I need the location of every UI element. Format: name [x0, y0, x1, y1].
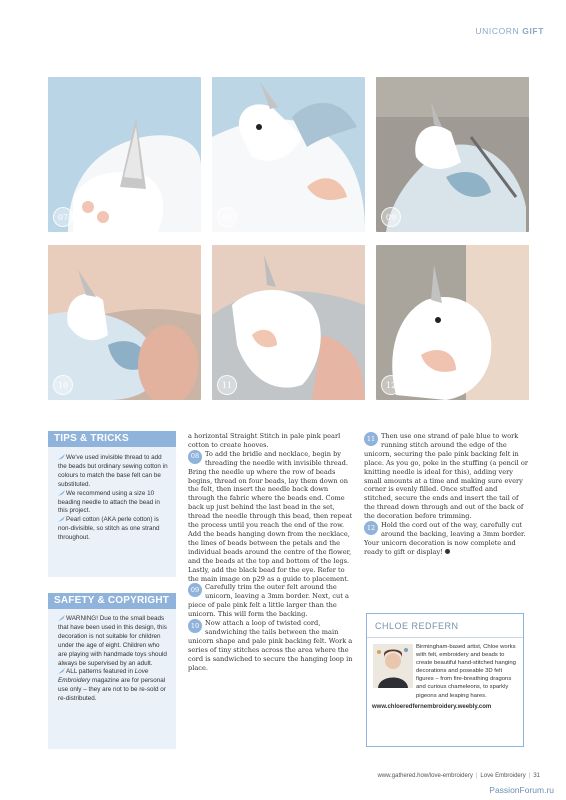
needle-icon [58, 454, 65, 460]
footer-url[interactable]: www.gathered.how/love-embroidery [377, 773, 473, 779]
watermark: PassionForum.ru [489, 785, 554, 795]
step-11: 11 Then use one strand of pale blue to work running stitch around the edge of the unicorn, securing the pale pink backing felt in place. As you go, poke in the stuffing (a pencil or knitting needle is ideal for this), adding very small amounts at a time and making sure every corner is evenly filled. Once stuffed and stitched, secure the ends and insert the tail of the thread down through and out of the back of the decoration before trimming. [364, 432, 528, 521]
tip-item: Pearl cotton (AKA perle cotton) is non-divisible, so stitch as one strand throughout. [58, 516, 160, 542]
instructions-column-2 [188, 432, 356, 672]
step-text: a horizontal Straight Stitch in pale pink pearl cotton to create hooves. [188, 432, 341, 449]
step-08: 08 To add the bridle and necklace, begin by threading the needle with invisible thread. Bring the needle up where the row of beads begins, thread on four beads, lay them down on the felt, then insert the needle back down through the fabric where the beads end. Come back up just behind the last bead in the set, thread the needle through this bead, then repeat the process until you reach the end of the row. Add the beads hanging down from the necklace, the lines of beads between the petals and the individual beads around the centre of the flower, and the beads at the top and bottom of the legs. Lastly, add the black bead for the eye. Refer to the main image on p29 as a guide to placement. [188, 449, 353, 583]
needle-icon [58, 668, 65, 674]
safety-item: WARNING! Due to the small beads that have been used in this design, this decoration is not suitable for children under the age of eight. Children who are playing with handmade toys should always be supervised by an adult. [58, 615, 167, 667]
page-number: 31 [533, 773, 540, 779]
author-name: CHLOE REDFERN [367, 614, 523, 638]
step-badge: 10 [53, 375, 73, 395]
step-12: 12 Hold the cord out of the way, carefully cut around the backing, leaving a 3mm border. Your unicorn decoration is now complete and ready to gift or display! [364, 521, 526, 556]
tip-item: We've used invisible thread to add the beads but ordinary sewing cotton in colours to match the base felt can be substituted. [58, 454, 168, 488]
section-tag: UNICORN GIFT [475, 26, 544, 36]
footer-magazine: Love Embroidery [480, 773, 526, 779]
needle-icon [58, 516, 65, 522]
step-10: 10 Now attach a loop of twisted cord, sandwiching the tails between the main unicorn shape and pale pink backing felt. Work a series of tiny stitches across the area where the cord is sandwiched to secure the hanging loop in place. [188, 619, 353, 672]
step-number: 10 [188, 619, 202, 633]
step-photo-11 [212, 245, 365, 400]
step-badge: 08 [217, 207, 237, 227]
safety-box [48, 609, 176, 749]
author-website[interactable]: www.chloeredfernembroidery.weebly.com [372, 703, 492, 710]
step-photo-07 [48, 77, 201, 232]
step-09: 09 Carefully trim the outer felt around the unicorn, leaving a 3mm border. Next, cut a piece of pale pink felt a little larger than the unicorn. This will form the backing. [188, 583, 349, 619]
step-number: 09 [188, 583, 202, 597]
step-number: 12 [364, 521, 378, 535]
instructions-column-3 [364, 432, 528, 557]
author-photo [373, 644, 413, 688]
author-bio: Birmingham-based artist, Chloe works with felt, embroidery and beads to create beautiful hand-stitched hanging decorations and poseable 3D felt figures – from fire-breathing dragons and curious chameleons, to sparkly pigeons and leaping hares. [416, 644, 516, 699]
step-badge: 12 [381, 375, 401, 395]
safety-title: SAFETY & COPYRIGHT [48, 593, 176, 609]
needle-icon [58, 615, 65, 621]
page-footer: www.gathered.how/love-embroidery | Love Embroidery | 31 [377, 773, 540, 779]
tip-item: We recommend using a size 10 beading needle to attach the bead in this project. [58, 489, 160, 515]
tips-box [48, 447, 176, 577]
safety-item: ALL patterns featured in Love Embroidery magazine are for personal use only – they are not to be re-sold or re-distributed. [58, 668, 166, 703]
step-photo-10 [48, 245, 201, 400]
step-photo-09 [376, 77, 529, 232]
step-photo-08 [212, 77, 365, 232]
author-box [366, 613, 524, 747]
needle-icon [58, 490, 65, 496]
step-number: 11 [364, 432, 378, 446]
step-number: 08 [188, 450, 202, 464]
step-photo-12 [376, 245, 529, 400]
step-badge: 07 [53, 207, 73, 227]
end-mark-icon [445, 549, 450, 554]
step-badge: 11 [217, 375, 237, 395]
tips-title: TIPS & TRICKS [48, 431, 176, 447]
step-badge: 09 [381, 207, 401, 227]
